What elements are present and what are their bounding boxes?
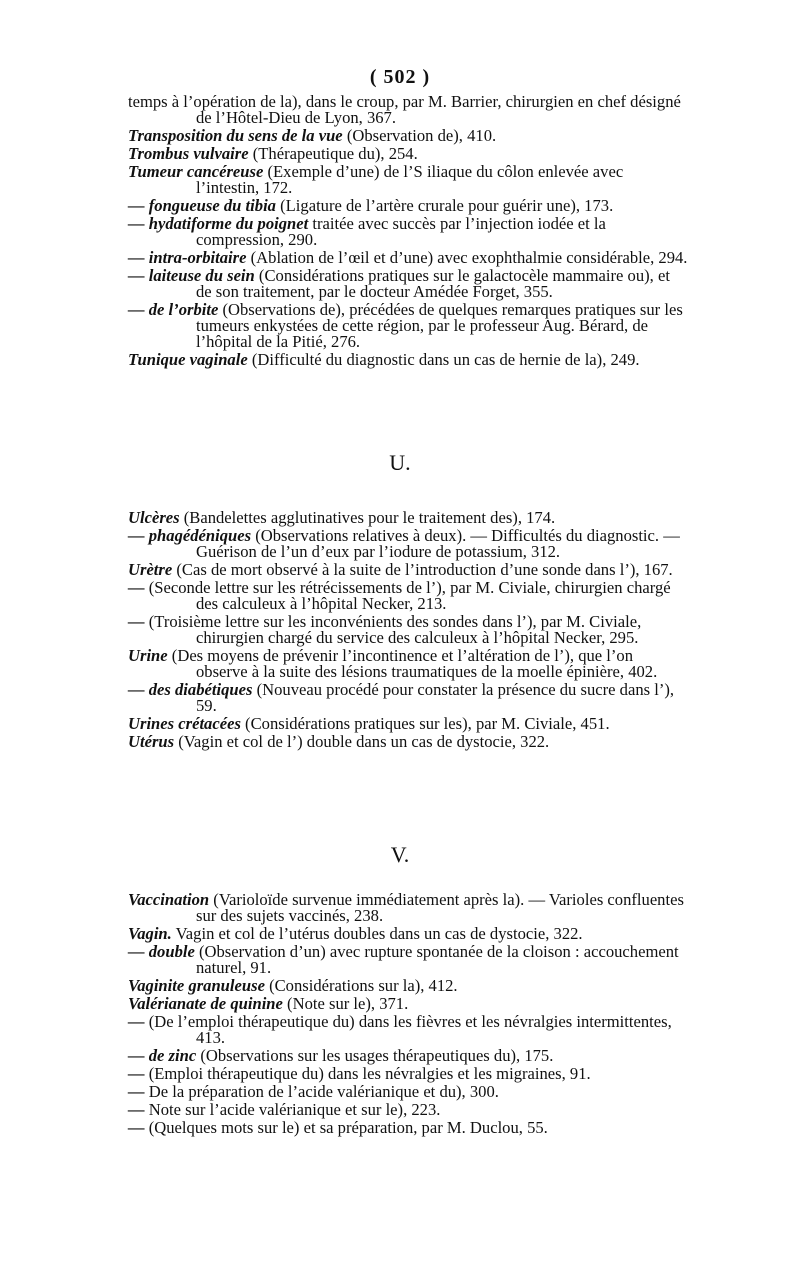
- entry-heading: — hydatiforme du poignet: [128, 214, 309, 233]
- entry-heading: Urine: [128, 646, 168, 665]
- entry-text: (Bandelettes agglutinatives pour le traitement des), 174.: [179, 508, 556, 527]
- entry-heading: Utérus: [128, 732, 175, 751]
- entry-heading: —: [128, 578, 145, 597]
- entry-heading: —: [128, 1064, 145, 1083]
- entry-heading: —: [128, 1012, 145, 1031]
- entry-heading: — intra-orbitaire: [128, 248, 247, 267]
- entry-text: De la préparation de l’acide valérianique et du), 300.: [144, 1082, 499, 1101]
- entry-text: temps à l’opération de la), dans le croup, par M. Barrier, chirurgien en chef désigné de l’Hôtel-Dieu de Lyon, 367.: [128, 92, 681, 127]
- index-entry: [128, 648, 688, 680]
- entry-heading: Valérianate de quinine: [128, 994, 283, 1013]
- entry-text: (Emploi thérapeutique du) dans les névralgies et les migraines, 91.: [144, 1064, 591, 1083]
- entry-text: (Observations relatives à deux). — Difficultés du diagnostic. — Guérison de l’un d’eux par l’iodure de potassium, 312.: [196, 526, 680, 561]
- entry-heading: Urètre: [128, 560, 173, 579]
- entry-text: (Exemple d’une) de l’S iliaque du côlon enlevée avec l’intestin, 172.: [196, 162, 624, 197]
- entry-heading: Trombus vulvaire: [128, 144, 249, 163]
- entry-text: (Observations de), précédées de quelques remarques pratiques sur les tumeurs enkystées de cette région, par le professeur Aug. Bérard, de l’hôpital de la Pitié, 276.: [196, 300, 683, 351]
- entry-text: (Note sur le), 371.: [282, 994, 409, 1013]
- entry-heading: Ulcères: [128, 508, 180, 527]
- index-entry: [128, 164, 688, 196]
- index-entry: [128, 1120, 688, 1136]
- entry-text: (Seconde lettre sur les rétrécissements de l’), par M. Civiale, chirurgien chargé des calculeux à l’hôpital Necker, 213.: [144, 578, 671, 613]
- entry-text: (Considérations pratiques sur les), par M. Civiale, 451.: [240, 714, 610, 733]
- entry-heading: —: [128, 1118, 145, 1137]
- index-entry: [128, 944, 688, 976]
- entry-heading: — des diabétiques: [128, 680, 253, 699]
- entry-text: (Thérapeutique du), 254.: [248, 144, 418, 163]
- index-entry: [128, 892, 688, 924]
- entry-text: (Considérations pratiques sur le galactocèle mammaire ou), et de son traitement, par le docteur Amédée Forget, 355.: [196, 266, 670, 301]
- entry-text: (Cas de mort observé à la suite de l’introduction d’une sonde dans l’), 167.: [172, 560, 673, 579]
- index-entry: [128, 268, 688, 300]
- index-entry: [128, 94, 688, 126]
- entry-text: (Ablation de l’œil et d’une) avec exophthalmie considérable, 294.: [246, 248, 688, 267]
- entry-heading: —: [128, 612, 145, 631]
- entry-text: Note sur l’acide valérianique et sur le), 223.: [144, 1100, 441, 1119]
- entry-text: (Troisième lettre sur les inconvénients des sondes dans l’), par M. Civiale, chirurgien chargé du service des calculeux à l’hôpital Necker, 295.: [144, 612, 642, 647]
- index-entry: [128, 734, 688, 750]
- entry-text: (Varioloïde survenue immédiatement après la). — Varioles confluentes sur des sujets vaccinés, 238.: [196, 890, 684, 925]
- index-entry: [128, 1014, 688, 1046]
- index-entry: [128, 580, 688, 612]
- index-entry: [128, 996, 688, 1012]
- section-heading-v: V.: [390, 842, 410, 867]
- index-entry: [128, 302, 688, 350]
- entry-heading: — laiteuse du sein: [128, 266, 255, 285]
- index-entry: [128, 682, 688, 714]
- index-entry: [128, 1084, 688, 1100]
- entry-text: traitée avec succès par l’injection iodée et la compression, 290.: [196, 214, 606, 249]
- entry-text: (Vagin et col de l’) double dans un cas de dystocie, 322.: [174, 732, 550, 751]
- entry-heading: — phagédéniques: [128, 526, 252, 545]
- section-heading-u: U.: [389, 450, 411, 475]
- index-entry: [128, 1102, 688, 1118]
- entry-text: (Des moyens de prévenir l’incontinence et l’altération de l’), que l’on observe à la suite des lésions traumatiques de la moelle épinière, 402.: [167, 646, 658, 681]
- index-entry: [128, 716, 688, 732]
- entry-heading: Vagin.: [128, 924, 172, 943]
- entry-heading: Urines crétacées: [128, 714, 241, 733]
- entry-text: (Ligature de l’artère crurale pour guérir une), 173.: [275, 196, 614, 215]
- index-entry: [128, 926, 688, 942]
- index-entry: [128, 510, 688, 526]
- entry-text: (Considérations sur la), 412.: [264, 976, 458, 995]
- entry-text: Vagin et col de l’utérus doubles dans un cas de dystocie, 322.: [171, 924, 583, 943]
- index-entry: [128, 198, 688, 214]
- index-block-u: [128, 510, 688, 752]
- entry-heading: —: [128, 1100, 145, 1119]
- entry-heading: — de l’orbite: [128, 300, 219, 319]
- index-entry: [128, 216, 688, 248]
- index-entry: [128, 1066, 688, 1082]
- index-entry: [128, 562, 688, 578]
- page-number: ( 502 ): [369, 66, 431, 88]
- entry-heading: — de zinc: [128, 1046, 197, 1065]
- entry-text: (Observations sur les usages thérapeutiques du), 175.: [196, 1046, 554, 1065]
- index-entry: [128, 352, 688, 368]
- index-entry: [128, 250, 688, 266]
- entry-heading: Transposition du sens de la vue: [128, 126, 343, 145]
- entry-heading: Vaccination: [128, 890, 210, 909]
- index-entry: [128, 528, 688, 560]
- entry-text: (Observation d’un) avec rupture spontanée de la cloison : accouchement naturel, 91.: [194, 942, 679, 977]
- index-entry: [128, 614, 688, 646]
- entry-text: (Nouveau procédé pour constater la présence du sucre dans l’), 59.: [196, 680, 675, 715]
- index-entry: [128, 1048, 688, 1064]
- entry-heading: — double: [128, 942, 195, 961]
- entry-heading: —: [128, 1082, 145, 1101]
- index-entry: [128, 146, 688, 162]
- entry-text: (Observation de), 410.: [342, 126, 497, 145]
- entry-text: (Quelques mots sur le) et sa préparation, par M. Duclou, 55.: [144, 1118, 548, 1137]
- index-entry: [128, 978, 688, 994]
- entry-heading: Tumeur cancéreuse: [128, 162, 264, 181]
- index-block-v: [128, 892, 688, 1138]
- entry-text: (Difficulté du diagnostic dans un cas de hernie de la), 249.: [247, 350, 640, 369]
- entry-heading: — fongueuse du tibia: [128, 196, 276, 215]
- index-entry: [128, 128, 688, 144]
- entry-heading: Tunique vaginale: [128, 350, 248, 369]
- entry-heading: Vaginite granuleuse: [128, 976, 265, 995]
- index-block-t: [128, 94, 688, 370]
- entry-text: (De l’emploi thérapeutique du) dans les fièvres et les névralgies intermittentes, 413.: [144, 1012, 672, 1047]
